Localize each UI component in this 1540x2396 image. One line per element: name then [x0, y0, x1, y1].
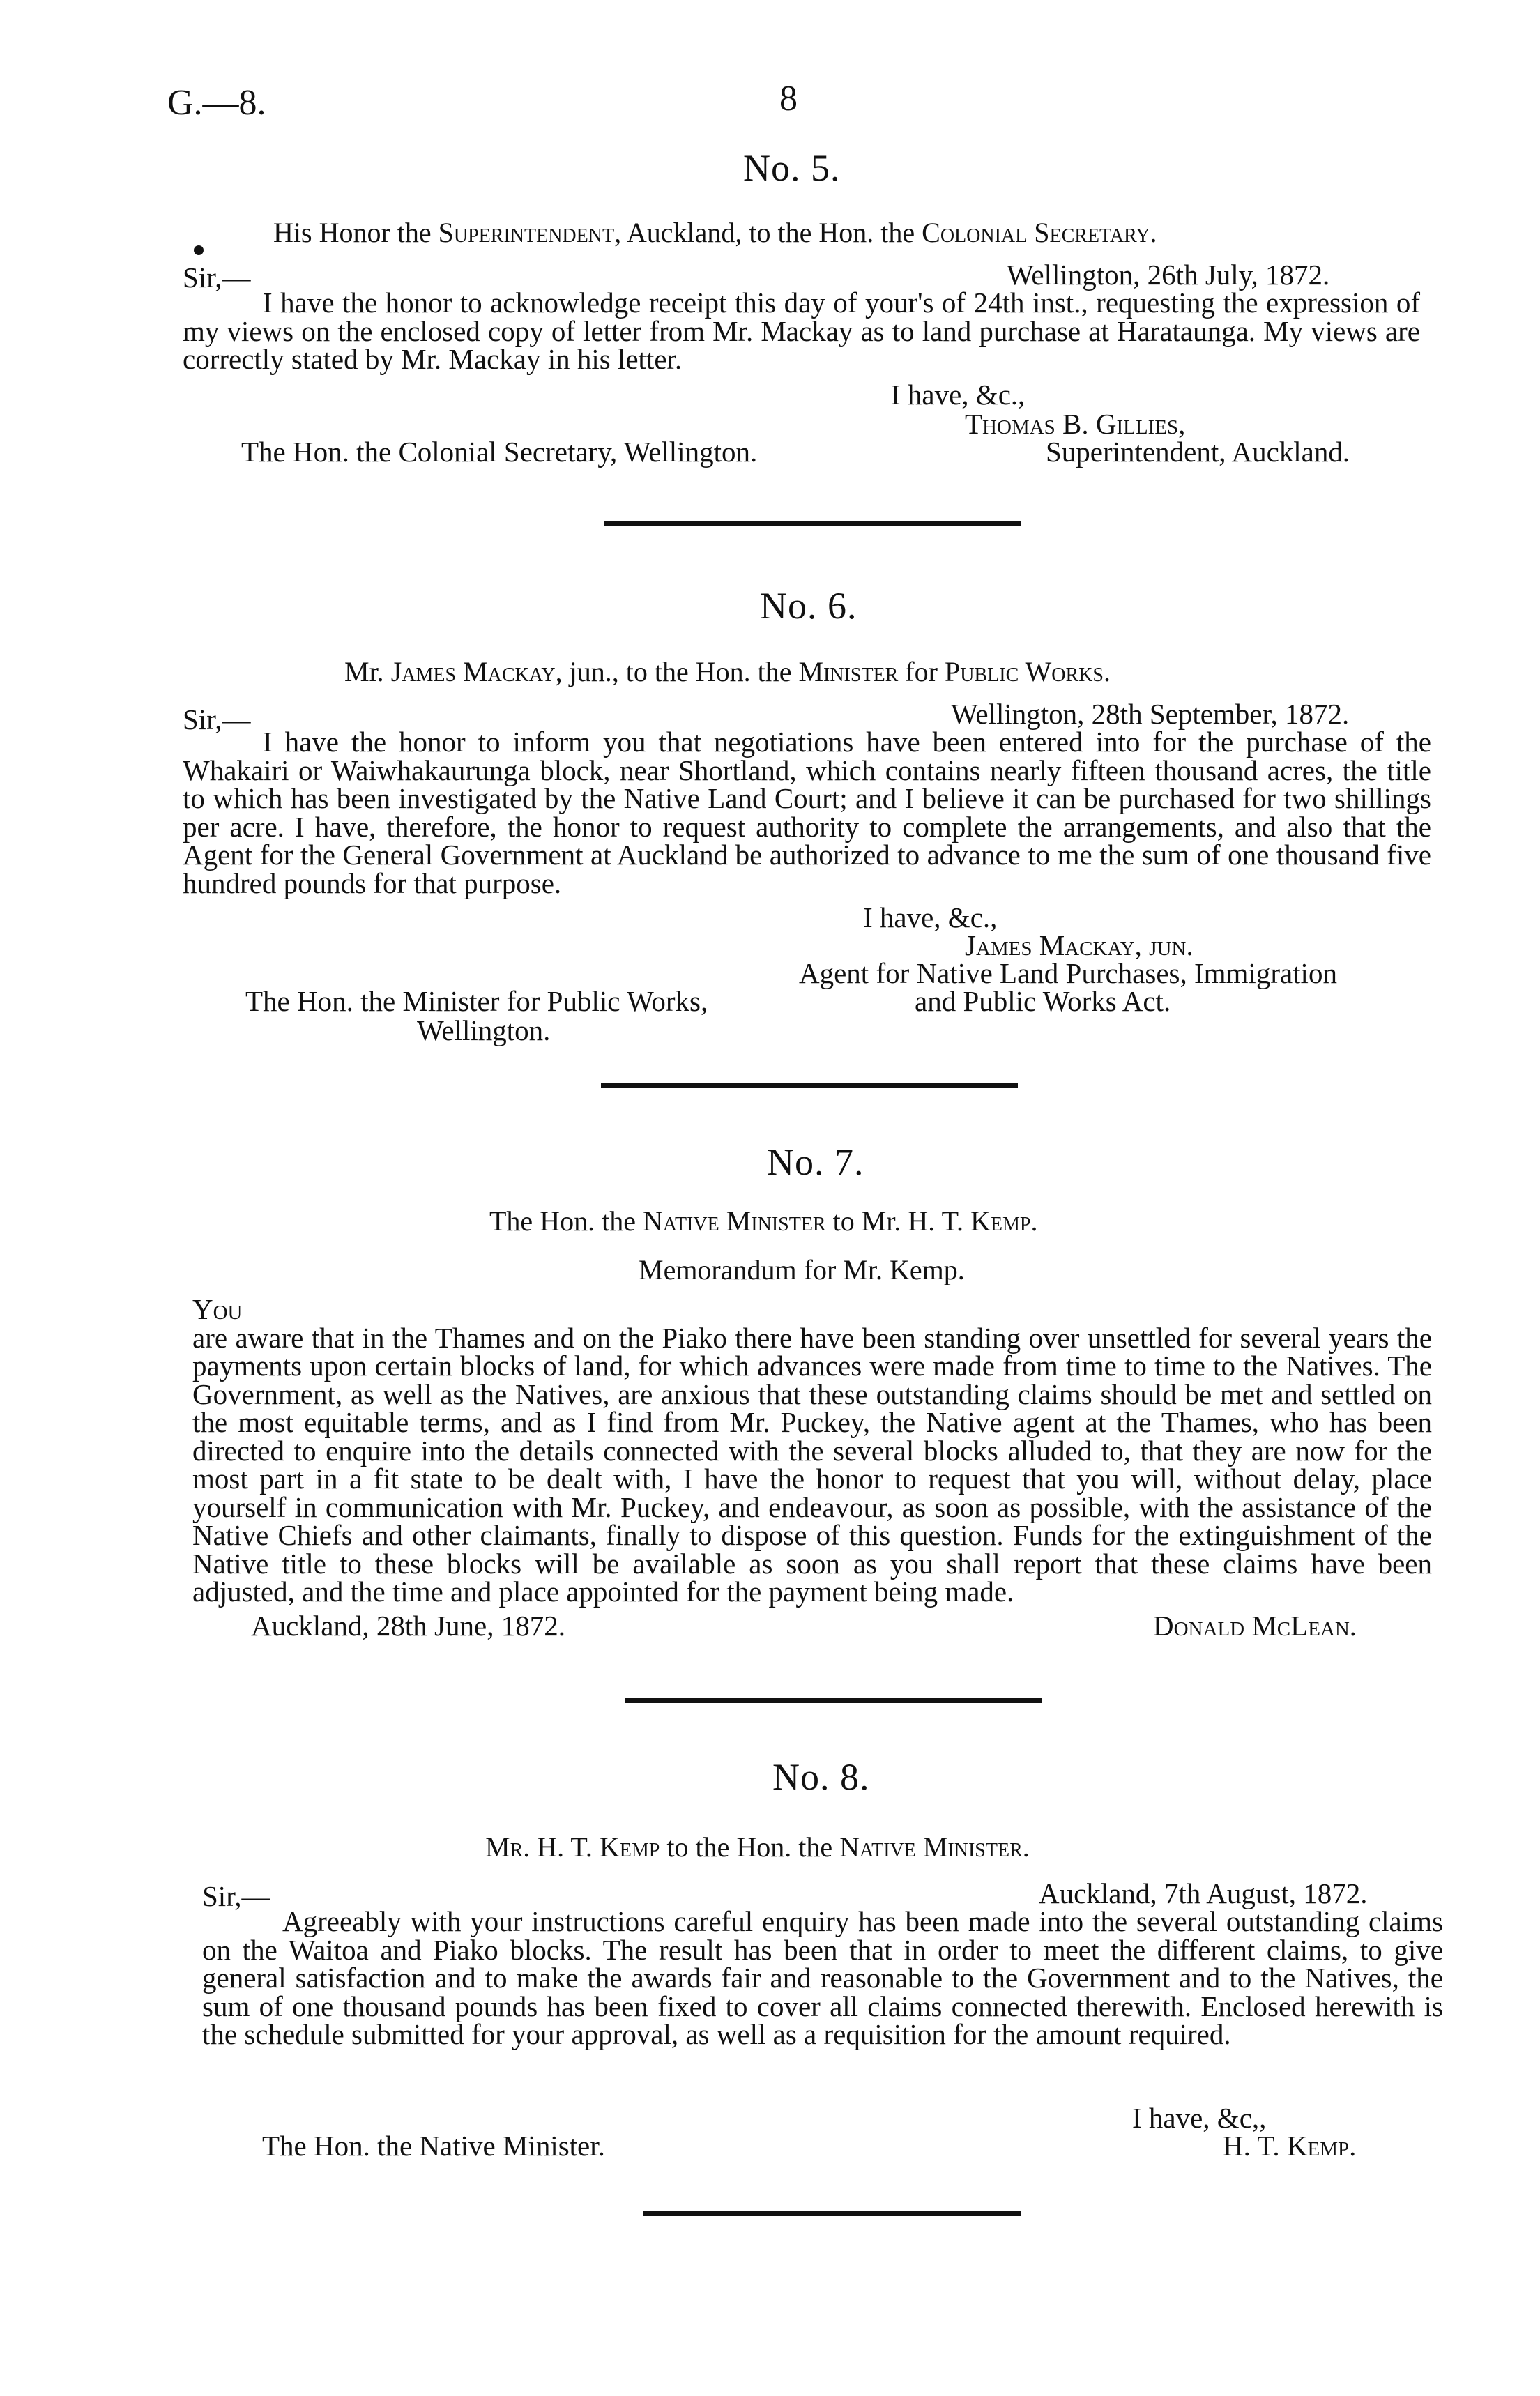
section-divider: [601, 1083, 1018, 1088]
salutation: Sir,—: [183, 703, 251, 735]
addressee: The Hon. the Colonial Secretary, Wellington.: [241, 436, 758, 468]
signature: Donald McLean.: [1153, 1610, 1357, 1642]
closing: I have, &c.,: [891, 379, 1026, 411]
document-reference: G.—8.: [167, 83, 266, 123]
page-number: 8: [779, 79, 798, 119]
place-date: Wellington, 26th July, 1872.: [1007, 259, 1330, 291]
memorandum-subheading: Memorandum for Mr. Kemp.: [639, 1254, 965, 1285]
signature: James Mackay, jun.: [965, 929, 1194, 961]
closing: I have, &c,,: [1132, 2102, 1267, 2134]
section-number: No. 6.: [760, 585, 857, 627]
signature-title: Agent for Native Land Purchases, Immigration: [799, 957, 1337, 989]
place-date: Wellington, 28th September, 1872.: [951, 698, 1350, 730]
letter-body: I have the honor to acknowledge receipt this day of your's of 24th inst., requesting the expression of my views on the enclosed copy of letter from Mr. Mackay as to land purchase at Harataunga. My views are correctly stated by Mr. Mackay in his letter.: [183, 287, 1420, 375]
letter-body: I have the honor to inform you that negotiations have been entered into for the purchase of the Whakairi or Waiwhakaurunga block, near Shortland, which contains nearly fifteen thousand acres, the title to which has been investigated by the Native Land Court; and I believe it can be purchased for two shillings per acre. I have, therefore, the honor to request authority to complete the arrangements, and also that the Agent for the General Government at Auckland be authorized to advance to me the sum of one thousand five hundred pounds for that purpose.: [183, 726, 1431, 899]
addressee: Wellington.: [417, 1014, 551, 1046]
letter-body: Agreeably with your instructions careful enquiry has been made into the several outstanding claims on the Waitoa and Piako blocks. The result has been that in order to meet the different claims, to give general satisfaction and to make the awards fair and reasonable to the Government and to the Natives, the sum of one thousand pounds has been fixed to cover all claims connected therewith. Enclosed herewith is the schedule submitted for your approval, as well as a requisition for the amount required.: [202, 1905, 1443, 2050]
ink-bullet-mark: [194, 245, 204, 255]
memorandum-body: You are aware that in the Thames and on the Piako there have been standing over unsettled for several years the payments upon certain blocks of land, for which advances were made from time to time to the Natives. The Government, as well as the Natives, are anxious that these outstanding claims should be met and settled on the most equitable terms, and as I find from Mr. Puckey, the Native agent at the Thames, who has been directed to enquire into the details connected with the several blocks alluded to, that they are now for the most part in a fit state to be dealt with, I have the honor to request that you will, without delay, place yourself in communication with Mr. Puckey, and endeavour, as soon as possible, with the assistance of the Native Chiefs and other claimants, finally to dispose of this question. Funds for the extinguishment of the Native title to these blocks will be available as soon as you shall report that these claims have been adjusted, and the time and place appointed for the payment being made.: [192, 1293, 1432, 1608]
section-number: No. 7.: [767, 1141, 864, 1183]
section-number: No. 5.: [743, 147, 841, 189]
salutation: Sir,—: [202, 1880, 270, 1912]
section-divider: [604, 521, 1021, 526]
section-divider: [643, 2211, 1021, 2216]
place-date: Auckland, 7th August, 1872.: [1039, 1877, 1368, 1909]
addressee: The Hon. the Minister for Public Works,: [245, 985, 708, 1017]
signature: H. T. Kemp.: [1223, 2130, 1357, 2162]
signature-title: and Public Works Act.: [915, 985, 1171, 1017]
section-heading: The Hon. the Native Minister to Mr. H. T. Kemp.: [489, 1205, 1038, 1237]
section-heading: Mr. James Mackay, jun., to the Hon. the Minister for Public Works.: [344, 656, 1111, 687]
section-heading: Mr. H. T. Kemp to the Hon. the Native Minister.: [485, 1831, 1030, 1863]
section-divider: [625, 1698, 1042, 1703]
section-number: No. 8.: [772, 1756, 870, 1798]
signature: Thomas B. Gillies,: [965, 408, 1186, 440]
closing: I have, &c.,: [863, 901, 998, 933]
salutation: Sir,—: [183, 261, 251, 293]
addressee: The Hon. the Native Minister.: [262, 2130, 605, 2162]
signature-title: Superintendent, Auckland.: [1046, 436, 1350, 468]
section-heading: His Honor the Superintendent, Auckland, to the Hon. the Colonial Secretary.: [273, 217, 1157, 248]
place-date: Auckland, 28th June, 1872.: [251, 1610, 565, 1642]
